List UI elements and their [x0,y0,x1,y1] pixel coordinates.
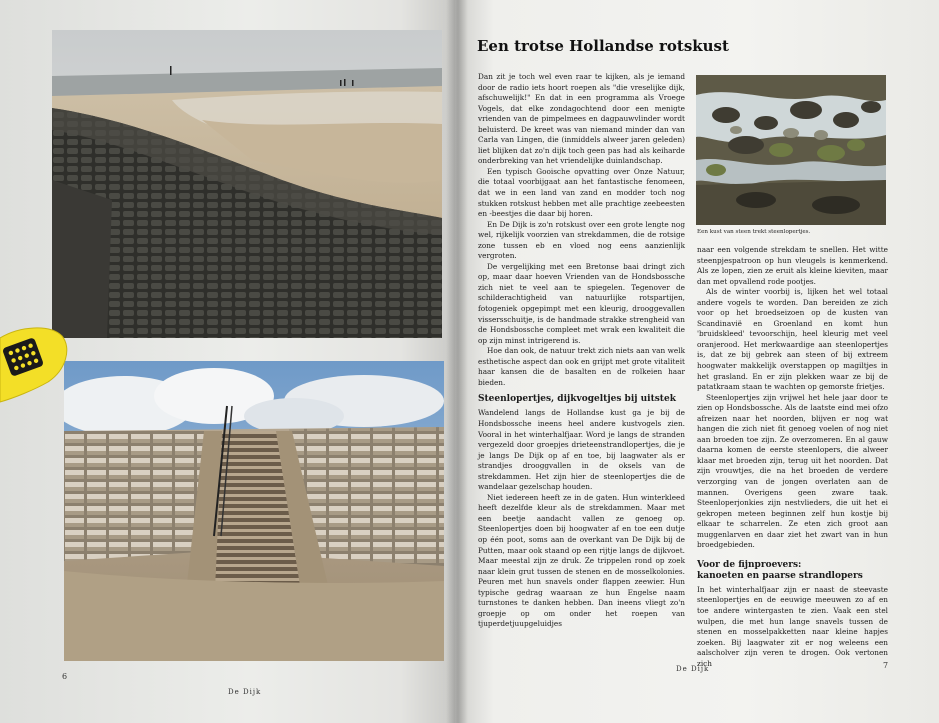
col1-paragraph-1: Dan zit je toch wel even raar te kijken, als je iemand door de radio iets hoort roepen als "die vreselijke dijk, afschuwelijk!" En dat in een programma als Vroege Vogels, dat elke zondagochtend door een menigte vrienden van de pimpelmees en dagpauwvlinder wordt beluisterd. De kreet was van niemand minder dan van Carla van Lingen, die (inmiddels alweer jaren geleden) liet blijken dat zo'n dijk toch geen pas had als keiharde onderbreking van het vriendelijke duinlandschap. [478,72,685,166]
beach-basalt-photo [52,30,442,338]
page-number-left: 6 [62,672,68,681]
col2-paragraph-2: Als de winter voorbij is, lijken het wel totaal andere vogels te worden. Dan bereiden ze zich voor op het broedseizoen op de kusten van Scandinavië en Groenland en komt hun 'bruidskleed' tevoorschijn, heel kleurig met veel oranjerood. Het merkwaardige aan steenlopertjes is, dat ze bij gebrek aan steen of bij extreem hoogwater makkelijk overstappen op magiltjes in het grasland. En er zijn plekken waar ze bij de patatkraam staan te wachten op gemorste frietjes. [697,287,888,392]
section-heading-steenlopertjes: Steenlopertjes, dijkvogeltjes bij uitstek [478,394,676,405]
article-column-1 [478,72,685,630]
col1-paragraph-7: Niet iedereen heeft ze in de gaten. Hun winterkleed heeft dezelfde kleur als de strekdammen. Maar met een beetje aandacht vallen ze genoeg op. Steenlopertjes doen bij hoogwater af en toe een dutje op één poot, soms aan de overkant van De Dijk bij de Putten, maar ook staand op een rijtje langs de dijkvoet. Maar meestal zijn ze druk. Ze trippelen rond op zoek naar klein grut tussen de stenen en de mosselkolonies. Peuren met hun snavels onder flappen zeewier. Hun typische gedrag waaraan ze hun Engelse naam turnstones te danken hebben. Dan ineens vliegt zo'n groepje op om onder het roepen van tjuperdetjuupgeluidjes [478,492,685,629]
col2-paragraph-3: Steenlopertjes zijn vrijwel het hele jaar door te zien op Hondsbossche. Als de laatste eind mei ofzo afreizen naar het noorden, blijven er nog wat hangen die zich niet fit genoeg voelen of nog niet aan broeden toe zijn. Ze overzomeren. En al gauw daarna komen de eerste steenlopers, die alweer klaar met broeden zijn, terug uit het noorden. Dat zijn vrouwtjes, die na het broeden de verdere verzorging van de jongen overlaten aan de mannen. Overigens geen zware taak. Steenloperjonkies zijn nestvlieders, die uit het ei gekropen meteen beginnen zelf hun kostje bij elkaar te scharrelen. Ze eten zich groot aan muggenlarven en daar ziet het zwart van in hun broedgebieden. [697,392,888,550]
col1-paragraph-5: Hoe dan ook, de natuur trekt zich niets aan van welk esthetische aspect dan ook en grijpt met grote vitaliteit haar kansen die de basalten en de rolkeien haar bieden. [478,346,685,387]
running-footer-right: De Dijk [676,665,710,673]
article-column-2 [697,245,888,669]
yellow-clip-icon [0,318,70,408]
heading-line-2: kanoeten en paarse strandlopers [697,570,863,581]
rocky-shore-photo [696,75,886,225]
col1-paragraph-4: De vergelijking met een Bretonse baai dringt zich op, maar daar hoeven Vrienden van de Hondsbossche zich niet te veel aan te spiegelen. Tegenover de schilderachtigheid van natuurlijke rotspartijen, fotogeniek opgepimpt met een kleurig, drooggevallen vissersschuitje, is de handmade strakke strengheid van de Hondsbossche compleet met wrak een kwaliteit die op zijn minst intrigerend is. [478,261,685,345]
photo-caption: Een kust van steen trekt steenlopertjes. [697,229,811,235]
col2-paragraph-1: naar een volgende strekdam te snellen. Het witte steenpjespatroon op hun vleugels is kenmerkend. Als ze lopen, zien ze eruit als kleine kieviten, maar dan met opvallend rode pootjes. [697,245,888,286]
article-title: Een trotse Hollandse rotskust [477,37,729,55]
page-number-right: 7 [883,661,889,670]
heading-line-1: Voor de fijnproevers: [697,559,802,570]
col1-paragraph-6: Wandelend langs de Hollandse kust ga je bij de Hondsbossche ineens heel andere kustvogels zien. Vooral in het winterhalfjaar. Word je langs de stranden vergezeld door groepjes drieteenstrandlopertjes, die je je langs De Dijk op af en toe, bij laagwater als er strandjes drooggvallen in de oksels van de strekdammen. Het zijn hier de steenlopertjes die de wandelaar gezelschap houden. [478,408,685,492]
col1-paragraph-3: En De Dijk is zo'n rotskust over een grote lengte nog wel, rijkelijk voorzien van strekdammen, die de rotsige zone tussen eb en vloed nog eens aanzienlijk vergroten. [478,219,685,261]
section-heading-fijnproevers [697,560,888,582]
running-footer-left: De Dijk [228,688,262,696]
book-gutter [446,0,468,723]
col1-paragraph-2: Een typisch Gooische opvatting over Onze Natuur, die totaal voorbijgaat aan het fantastische fenomeen, dat we in een land van zand en modder toch nog stukken rotskust hebben met alle prachtige zeebeesten en -beestjes die daar bij horen. [478,166,685,219]
dike-stairs-photo [64,361,444,661]
col2-paragraph-4: In het winterhalfjaar zijn er naast de steevaste steenlopertjes en de eeuwige meeuwen zo af en toe andere wintergasten te zien. Vaak een stel wulpen, die met hun lange snavels tussen de stenen en mosselpakketten naar kleine hapjes zoeken. Bij laagwater zit er nog weleens een aalscholver zijn veren te drogen. Ook vertonen zich [697,584,888,668]
